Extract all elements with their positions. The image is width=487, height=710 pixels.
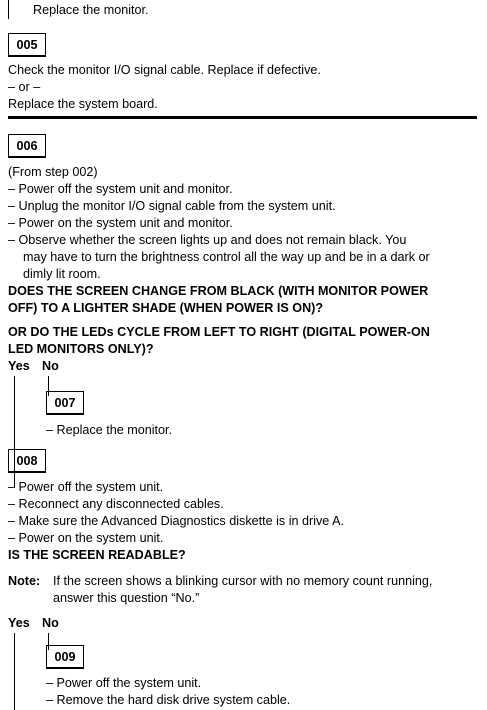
step-006-bullet: – Observe whether the screen lights up and does not remain black. You	[8, 233, 407, 247]
step-009-bullet: – Remove the hard disk drive system cable.	[46, 693, 291, 707]
no-label: No	[42, 616, 59, 630]
step-008-box: 008	[8, 449, 46, 473]
note-line: answer this question “No.”	[53, 591, 200, 605]
step-008-question: IS THE SCREEN READABLE?	[8, 548, 186, 562]
step-006-question: LED MONITORS ONLY)?	[8, 342, 154, 356]
step-008-bullet: – Reconnect any disconnected cables.	[8, 497, 224, 511]
note-label: Note:	[8, 574, 41, 588]
flow-line	[8, 0, 9, 19]
yes-label: Yes	[8, 359, 30, 373]
no-label: No	[42, 359, 59, 373]
top-action: Replace the monitor.	[33, 3, 149, 17]
step-008-bullet: – Make sure the Advanced Diagnostics diskette is in drive A.	[8, 514, 345, 528]
step-006-box: 006	[8, 134, 46, 158]
step-007-box: 007	[46, 391, 84, 415]
section-divider	[8, 116, 477, 119]
step-009-box: 009	[46, 645, 84, 669]
step-005-line2: Replace the system board.	[8, 97, 158, 111]
yes-label: Yes	[8, 616, 30, 630]
step-005-or: – or –	[8, 80, 41, 94]
step-009-bullet: – Power off the system unit.	[46, 676, 202, 690]
step-005-line1: Check the monitor I/O signal cable. Replace if defective.	[8, 63, 321, 77]
step-005-box: 005	[8, 33, 46, 57]
step-006-bullet-cont: may have to turn the brightness control all the way up and be in a dark or	[23, 250, 430, 264]
step-006-question: OFF) TO A LIGHTER SHADE (WHEN POWER IS ON)?	[8, 301, 324, 315]
yes-branch-line	[14, 633, 15, 710]
step-006-bullet-cont: dimly lit room.	[23, 267, 101, 281]
step-006-bullet: – Unplug the monitor I/O signal cable from the system unit.	[8, 199, 336, 213]
step-006-from: (From step 002)	[8, 165, 98, 179]
step-006-question: DOES THE SCREEN CHANGE FROM BLACK (WITH MONITOR POWER	[8, 284, 429, 298]
step-006-question: OR DO THE LEDs CYCLE FROM LEFT TO RIGHT (DIGITAL POWER-ON	[8, 325, 430, 339]
note-line: If the screen shows a blinking cursor with no memory count running,	[53, 574, 433, 588]
step-008-bullet: – Power off the system unit.	[8, 480, 164, 494]
step-008-bullet: – Power on the system unit.	[8, 531, 164, 545]
step-007-action: – Replace the monitor.	[46, 423, 173, 437]
step-006-bullet: – Power off the system unit and monitor.	[8, 182, 233, 196]
step-006-bullet: – Power on the system unit and monitor.	[8, 216, 233, 230]
